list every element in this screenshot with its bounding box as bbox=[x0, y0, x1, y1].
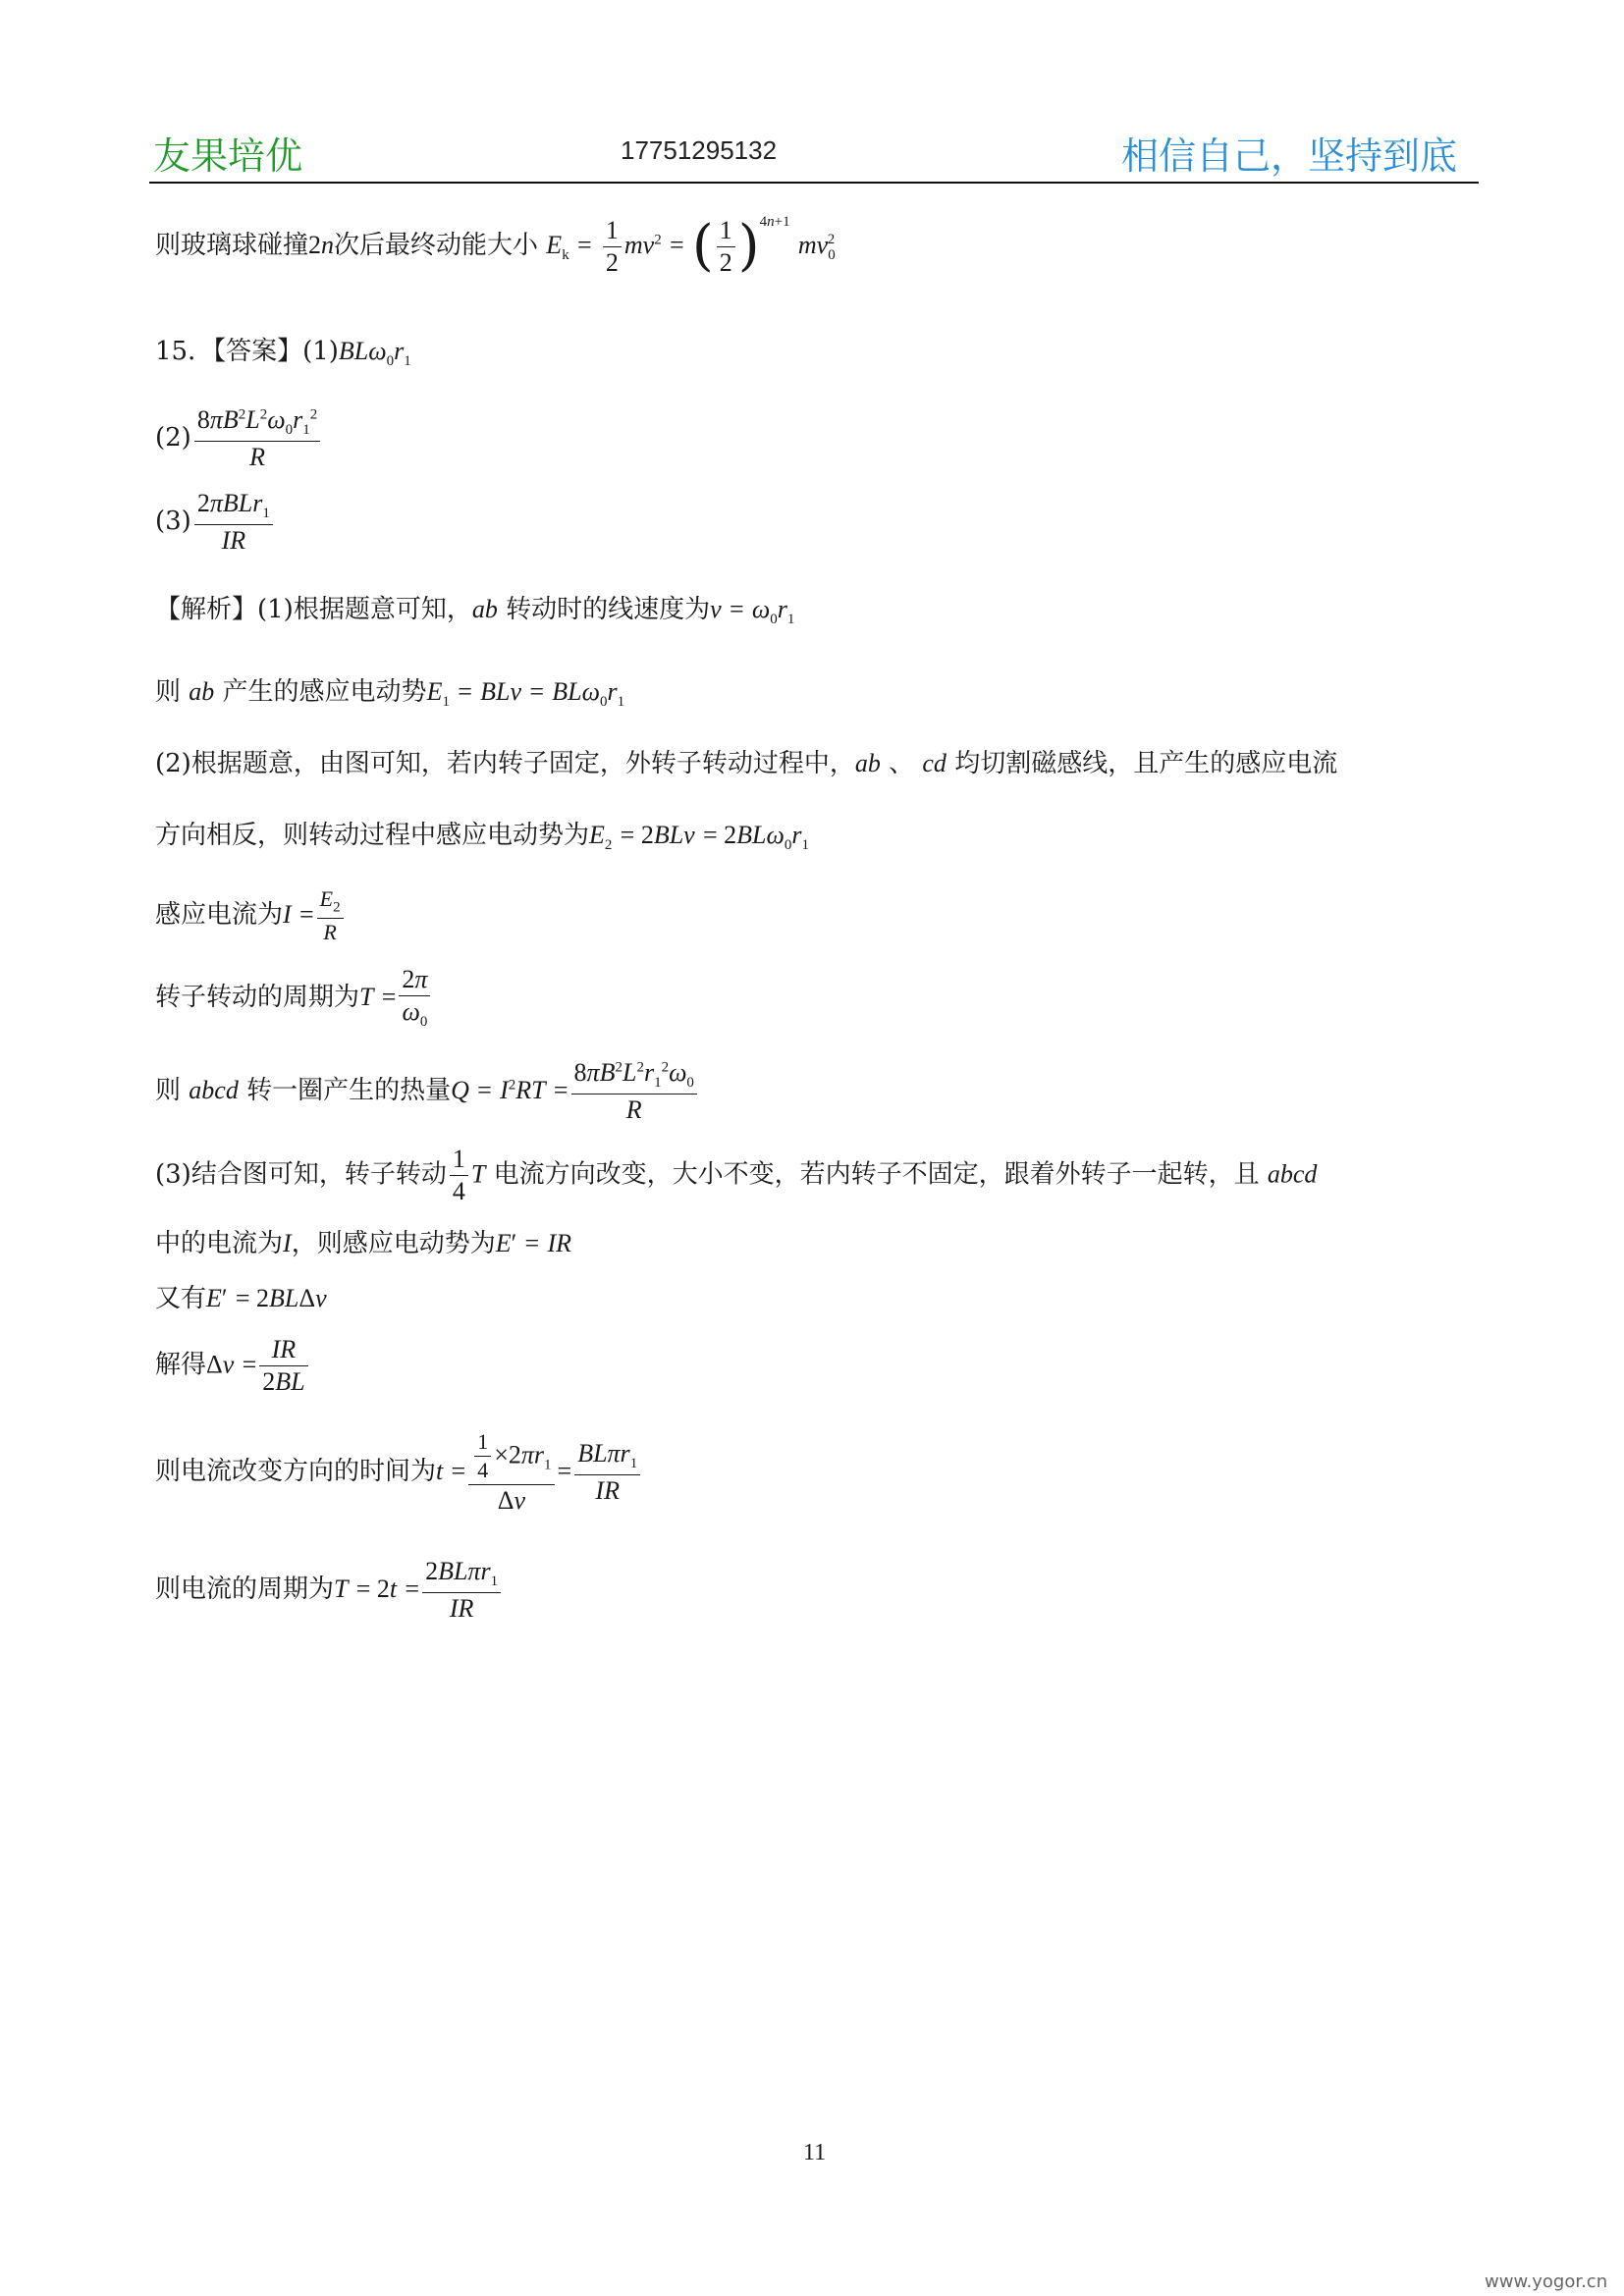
emf-e1-line: 则 ab 产生的感应电动势$E_1$ = BLv = $BL\omega_0r_1$ bbox=[155, 677, 625, 711]
q15-answer-2: (2) $\frac{8\pi B^2L^2\omega_0r_1^2}{R}$ bbox=[155, 407, 323, 470]
current-line: 感应电流为I = $\frac{E_2}{R}$ bbox=[155, 888, 347, 943]
period-line: 转子转动的周期为T = $\frac{2\pi}{\omega_0}$ bbox=[155, 967, 433, 1030]
page-number: 11 bbox=[803, 2140, 827, 2165]
final-period-line: 则电流的周期为T = 2t = $\frac{2BL\pi r_1}{IR}$ bbox=[155, 1559, 504, 1622]
solve-delta-v-line: 解得Δv = $\frac{IR}{2BL}$ bbox=[155, 1337, 311, 1395]
heat-line: 则 abcd 转一圈产生的热量$Q = I^2RT$ = $\frac{8\pi B^2L^2r_1^2\omega_0}{R}$ bbox=[155, 1060, 700, 1123]
explanation-part3-line1: (3)结合图可知，转子转动 $\frac{1}{4}$ T 电流方向改变，大小不变，若内转子不固定，跟着外转子一起转，且 abcd bbox=[155, 1145, 1318, 1205]
brand-name: 友果培优 bbox=[153, 134, 303, 178]
emf-e2-line: 方向相反，则转动过程中感应电动势为$E_2 = 2BLv = 2BL\omega_0r_1$ bbox=[155, 821, 809, 854]
phone-number: 17751295132 bbox=[621, 135, 778, 165]
header-divider bbox=[149, 182, 1479, 184]
explanation-part3-line2: 中的电流为I，则感应电动势为E′ = IR bbox=[155, 1229, 572, 1258]
explanation-part2-line1: (2)根据题意，由图可知，若内转子固定，外转子转动过程中，ab 、 cd 均切割磁感线，且产生的感应电流 bbox=[155, 749, 1338, 778]
watermark: www.yogor.cn bbox=[1485, 2271, 1608, 2292]
explanation-part1: 【解析】(1)根据题意可知，ab 转动时的线速度为$v = \omega_0r_1$ bbox=[155, 595, 795, 628]
q15-answer-3: (3) $\frac{2\pi BLr_1}{IR}$ bbox=[155, 491, 276, 554]
final-kinetic-energy-line: 则玻璃球碰撞2n次后最终动能大小 $E_k$ = $\frac{1}{2}$ $mv^2$ = ( $\frac{1}{2}$ )$^{4n+1}$ $mv_0^2$ bbox=[155, 214, 836, 278]
slogan: 相信自己，坚持到底 bbox=[1121, 134, 1458, 178]
emf-delta-v-line: 又有E′ = 2BLΔv bbox=[155, 1284, 327, 1313]
time-line: 则电流改变方向的时间为t = $\frac{1}{4}$ $\times 2\pi r_1$ Δv = $\frac{BL\pi r_1}{IR}$ bbox=[155, 1431, 643, 1514]
q15-answer-1: 15．【答案】$(1)BL\omega_0r_1$ bbox=[155, 337, 411, 370]
